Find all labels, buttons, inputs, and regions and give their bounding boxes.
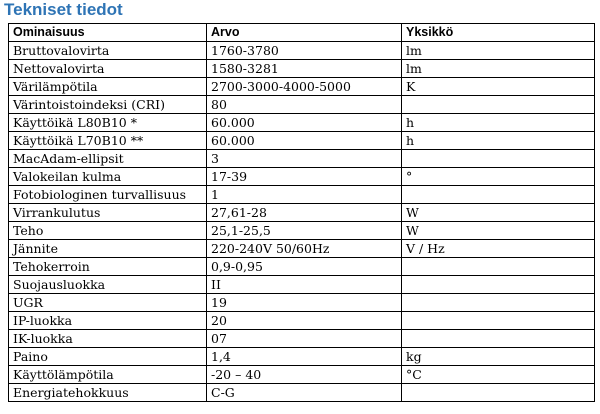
cell-unit: V / Hz [402, 240, 595, 258]
page-title: Tekniset tiedot [4, 0, 123, 19]
cell-unit [402, 330, 595, 348]
cell-value: 80 [207, 96, 402, 114]
cell-value: 1760-3780 [207, 42, 402, 60]
cell-value: 1,4 [207, 348, 402, 366]
cell-value: 220-240V 50/60Hz [207, 240, 402, 258]
table-row [9, 240, 595, 258]
cell-unit: W [402, 222, 595, 240]
cell-unit [402, 150, 595, 168]
cell-property: Käyttöikä L80B10 * [9, 114, 207, 132]
cell-unit [402, 258, 595, 276]
cell-property: Nettovalovirta [9, 60, 207, 78]
table-row [9, 96, 595, 114]
cell-property: Värilämpötila [9, 78, 207, 96]
table-body [9, 42, 595, 402]
cell-unit: h [402, 114, 595, 132]
cell-value: 19 [207, 294, 402, 312]
cell-unit: °C [402, 366, 595, 384]
table-row [9, 186, 595, 204]
cell-unit [402, 96, 595, 114]
column-header-value: Arvo [207, 24, 402, 42]
cell-unit: lm [402, 42, 595, 60]
cell-property: Tehokerroin [9, 258, 207, 276]
cell-unit [402, 186, 595, 204]
cell-property: Bruttovalovirta [9, 42, 207, 60]
cell-property: IK-luokka [9, 330, 207, 348]
cell-property: Energiatehokkuus [9, 384, 207, 402]
cell-property: Valokeilan kulma [9, 168, 207, 186]
cell-value: 1580-3281 [207, 60, 402, 78]
table-row [9, 114, 595, 132]
table-row [9, 294, 595, 312]
table-row [9, 348, 595, 366]
column-header-property: Ominaisuus [9, 24, 207, 42]
cell-value: II [207, 276, 402, 294]
table-row [9, 276, 595, 294]
cell-value: 0,9-0,95 [207, 258, 402, 276]
table-row [9, 60, 595, 78]
table-header-row [9, 24, 595, 42]
cell-value: 3 [207, 150, 402, 168]
cell-property: IP-luokka [9, 312, 207, 330]
table-row [9, 204, 595, 222]
cell-property: Teho [9, 222, 207, 240]
table-row [9, 222, 595, 240]
cell-property: Suojausluokka [9, 276, 207, 294]
table-row [9, 78, 595, 96]
cell-unit: W [402, 204, 595, 222]
table-row [9, 132, 595, 150]
specifications-table [8, 23, 595, 402]
cell-property: Jännite [9, 240, 207, 258]
cell-property: Käyttöikä L70B10 ** [9, 132, 207, 150]
cell-value: 60.000 [207, 132, 402, 150]
cell-unit [402, 384, 595, 402]
cell-unit [402, 294, 595, 312]
cell-property: Käyttölämpötila [9, 366, 207, 384]
table-row [9, 312, 595, 330]
cell-property: Virrankulutus [9, 204, 207, 222]
cell-unit: h [402, 132, 595, 150]
table-row [9, 384, 595, 402]
cell-value: 2700-3000-4000-5000 [207, 78, 402, 96]
table-row [9, 258, 595, 276]
table-row [9, 150, 595, 168]
cell-value: 60.000 [207, 114, 402, 132]
cell-unit: K [402, 78, 595, 96]
cell-value: 27,61-28 [207, 204, 402, 222]
cell-value: 1 [207, 186, 402, 204]
cell-value: C-G [207, 384, 402, 402]
cell-property: Paino [9, 348, 207, 366]
cell-value: 20 [207, 312, 402, 330]
cell-value: -20 – 40 [207, 366, 402, 384]
table-row [9, 42, 595, 60]
cell-property: Fotobiologinen turvallisuus [9, 186, 207, 204]
cell-property: Värintoistoindeksi (CRI) [9, 96, 207, 114]
cell-unit: lm [402, 60, 595, 78]
cell-unit [402, 276, 595, 294]
cell-value: 07 [207, 330, 402, 348]
cell-unit: ° [402, 168, 595, 186]
column-header-unit: Yksikkö [402, 24, 595, 42]
cell-property: UGR [9, 294, 207, 312]
table-row [9, 330, 595, 348]
table-row [9, 366, 595, 384]
cell-unit: kg [402, 348, 595, 366]
cell-property: MacAdam-ellipsit [9, 150, 207, 168]
cell-value: 17-39 [207, 168, 402, 186]
cell-unit [402, 312, 595, 330]
table-row [9, 168, 595, 186]
cell-value: 25,1-25,5 [207, 222, 402, 240]
